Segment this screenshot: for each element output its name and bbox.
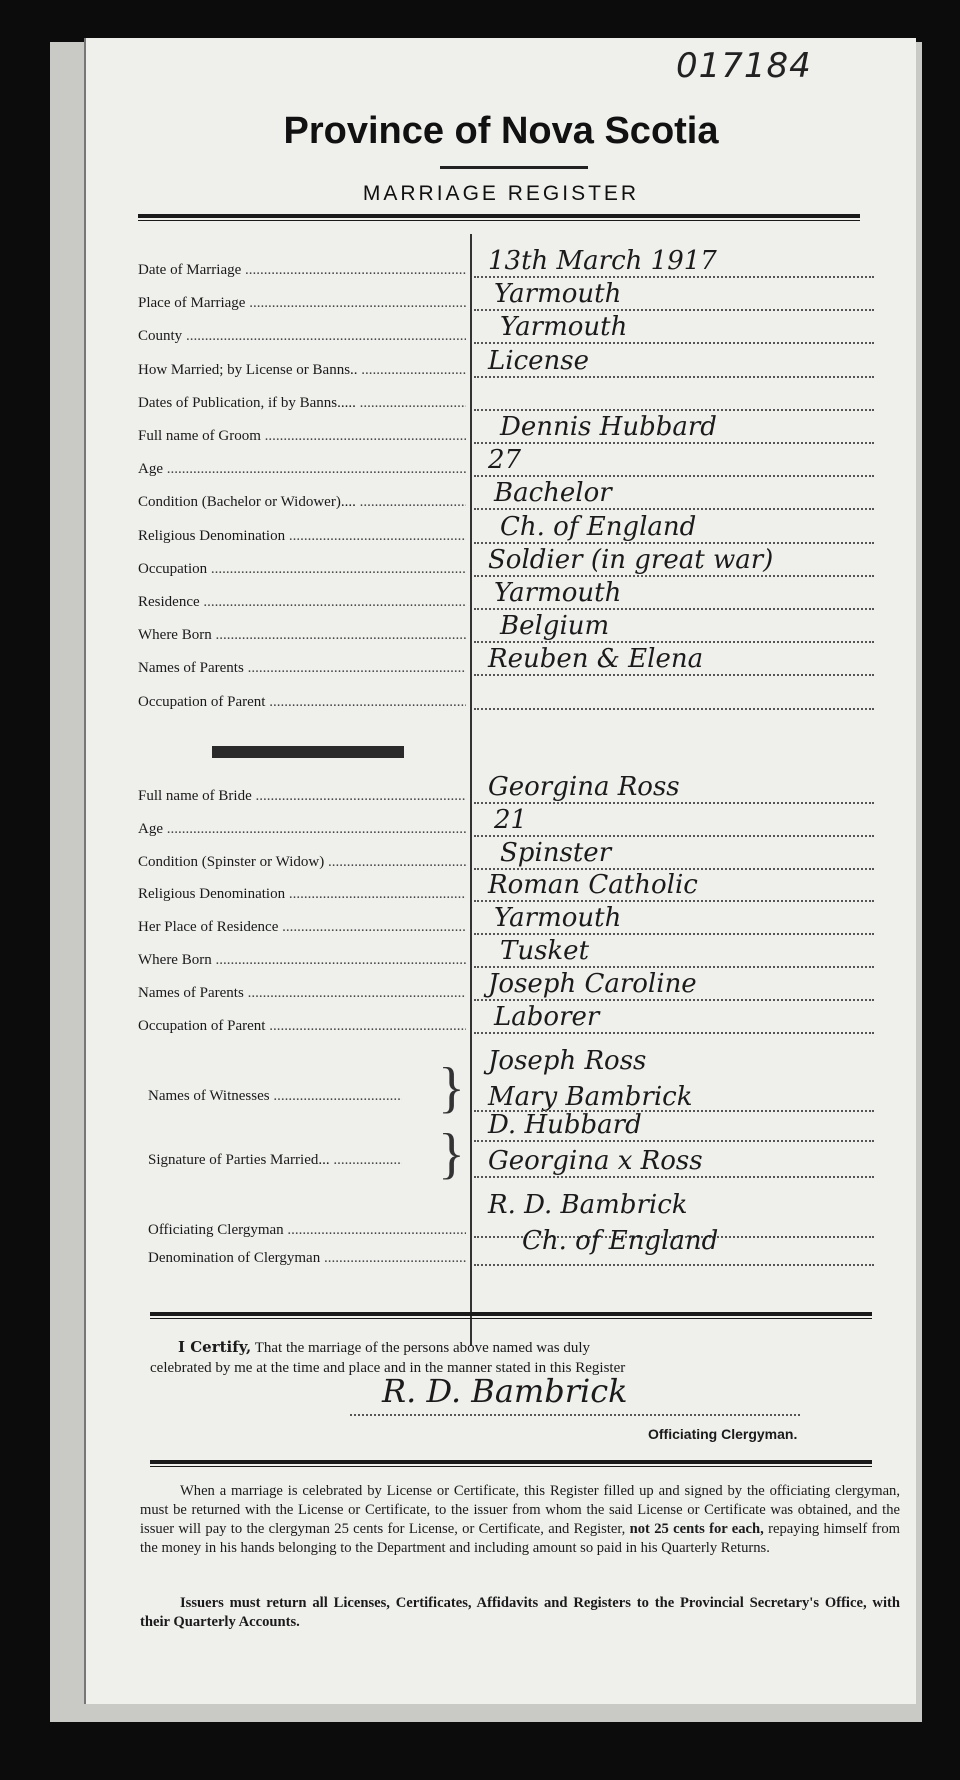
groom-field-label: Occupation .....: [138, 559, 466, 579]
groom-field-label: How Married; by License or Banns.. .....: [138, 360, 466, 380]
officiating-clergyman-label: Officiating Clergyman .....: [148, 1220, 466, 1240]
witnesses-label: Names of Witnesses .....: [148, 1086, 402, 1106]
groom-field-line: [474, 473, 874, 477]
groom-signature: D. Hubbard: [488, 1110, 642, 1140]
certify-signature: R. D. Bambrick: [382, 1372, 628, 1410]
bride-section-bar: [212, 746, 404, 758]
bride-field-value: Yarmouth: [494, 903, 622, 934]
witnesses-brace: }: [438, 1057, 465, 1119]
denomination-clergyman-value: Ch. of England: [522, 1226, 719, 1256]
groom-field-value: License: [488, 345, 590, 376]
bride-field-value: Joseph Caroline: [488, 968, 697, 999]
bride-field-value: Spinster: [500, 837, 612, 868]
groom-field-value: Dennis Hubbard: [500, 412, 717, 442]
bride-field-label: Age .....: [138, 819, 466, 839]
certify-lead: I Certify,: [178, 1338, 252, 1356]
document-number: 017184: [676, 46, 812, 86]
groom-field-label: Residence .....: [138, 592, 466, 612]
groom-field-value: Bachelor: [494, 478, 612, 509]
groom-field-label: Full name of Groom .....: [138, 426, 466, 446]
marriage-register-form: [84, 38, 916, 1704]
bride-field-label: Her Place of Residence .....: [138, 917, 466, 937]
groom-field-label: Occupation of Parent .....: [138, 692, 466, 712]
notice-paragraph-2: Issuers must return all Licenses, Certificates, Affidavits and Registers to the Provincial Secretary's Office, with their Quarterly Accounts.: [140, 1595, 900, 1630]
form-title: Province of Nova Scotia: [283, 110, 719, 152]
groom-field-value: Yarmouth: [494, 578, 622, 608]
signatures-brace: }: [438, 1123, 465, 1185]
certify-divider: [150, 1312, 872, 1319]
groom-field-label: Age .....: [138, 459, 466, 479]
groom-field-label: Where Born .....: [138, 625, 466, 645]
groom-field-line: [474, 706, 874, 710]
certify-text-1: That the marriage of the persons above named was duly: [254, 1340, 591, 1356]
form-subtitle: MARRIAGE REGISTER: [362, 182, 640, 205]
groom-field-value: Belgium: [500, 611, 610, 642]
groom-field-value: Reuben & Elena: [488, 644, 704, 675]
header-divider: [138, 214, 860, 221]
bride-field-label: Occupation of Parent .....: [138, 1016, 466, 1036]
signature-line-1: [474, 1138, 874, 1142]
groom-field-value: 27: [488, 445, 522, 476]
bride-field-value: Tusket: [500, 936, 590, 966]
groom-field-value: Ch. of England: [500, 511, 697, 542]
title-underline: [440, 166, 588, 169]
certify-line-2: celebrated by me at the time and place and in the manner stated in this Register: [150, 1360, 626, 1376]
groom-field-value: Yarmouth: [500, 312, 628, 343]
bride-field-label: Religious Denomination .....: [138, 884, 466, 904]
groom-field-line: [474, 407, 874, 411]
witness-2: Mary Bambrick: [488, 1082, 693, 1112]
groom-field-label: County .....: [138, 326, 466, 346]
certify-signature-line: [350, 1412, 800, 1416]
signature-line-2: [474, 1174, 874, 1178]
notice-divider: [150, 1460, 872, 1467]
bride-field-label: Names of Parents .....: [138, 983, 466, 1003]
bride-field-value: Roman Catholic: [488, 870, 698, 901]
column-divider: [470, 234, 472, 1346]
groom-field-label: Religious Denomination .....: [138, 526, 466, 546]
groom-field-value: Yarmouth: [494, 279, 622, 310]
bride-field-label: Full name of Bride .....: [138, 786, 466, 806]
bride-field-label: Condition (Spinster or Widow) .....: [138, 852, 466, 872]
groom-field-label: Place of Marriage .....: [138, 293, 466, 313]
certify-role: Officiating Clergyman.: [648, 1426, 798, 1442]
notice-text-b: repaying himself from the money in his hands belonging to the Department and including amount so paid in his Quarterly Returns.: [140, 1521, 900, 1556]
officiating-clergyman-value: R. D. Bambrick: [488, 1190, 688, 1220]
groom-field-label: Dates of Publication, if by Banns..... .....: [138, 393, 466, 413]
bride-signature: Georgina x Ross: [488, 1146, 703, 1176]
groom-field-label: Names of Parents .....: [138, 658, 466, 678]
bride-field-value: Georgina Ross: [488, 772, 680, 802]
bride-field-label: Where Born .....: [138, 950, 466, 970]
groom-field-value: Soldier (in great war): [488, 544, 774, 575]
certify-line-1: [178, 1338, 590, 1357]
groom-field-value: 13th March 1917: [488, 246, 717, 276]
bride-field-value: 21: [494, 804, 528, 835]
notice-text-a: When a marriage is celebrated by License or Certificate, this Register filled up and signed by the officiating clergyman, must be returned with the License or Certificate, to the issuer from whom the said License or Certificate was obtained, and the issuer will pay to the clergyman 25 cents for License, or Certificate, and Register,: [140, 1483, 900, 1537]
groom-field-label: Condition (Bachelor or Widower).... .....: [138, 492, 466, 512]
witness-1: Joseph Ross: [488, 1046, 647, 1076]
denomination-line: [474, 1262, 874, 1266]
notice-paragraph-1: [140, 1482, 900, 1558]
bride-field-line: [474, 833, 874, 837]
groom-field-label: Date of Marriage .....: [138, 260, 466, 280]
notice-text-bold: not 25 cents for each,: [629, 1521, 764, 1537]
bride-field-value: Laborer: [494, 1001, 600, 1032]
denomination-clergyman-label: Denomination of Clergyman .....: [148, 1248, 466, 1268]
signatures-label: Signature of Parties Married... .....: [148, 1150, 402, 1170]
